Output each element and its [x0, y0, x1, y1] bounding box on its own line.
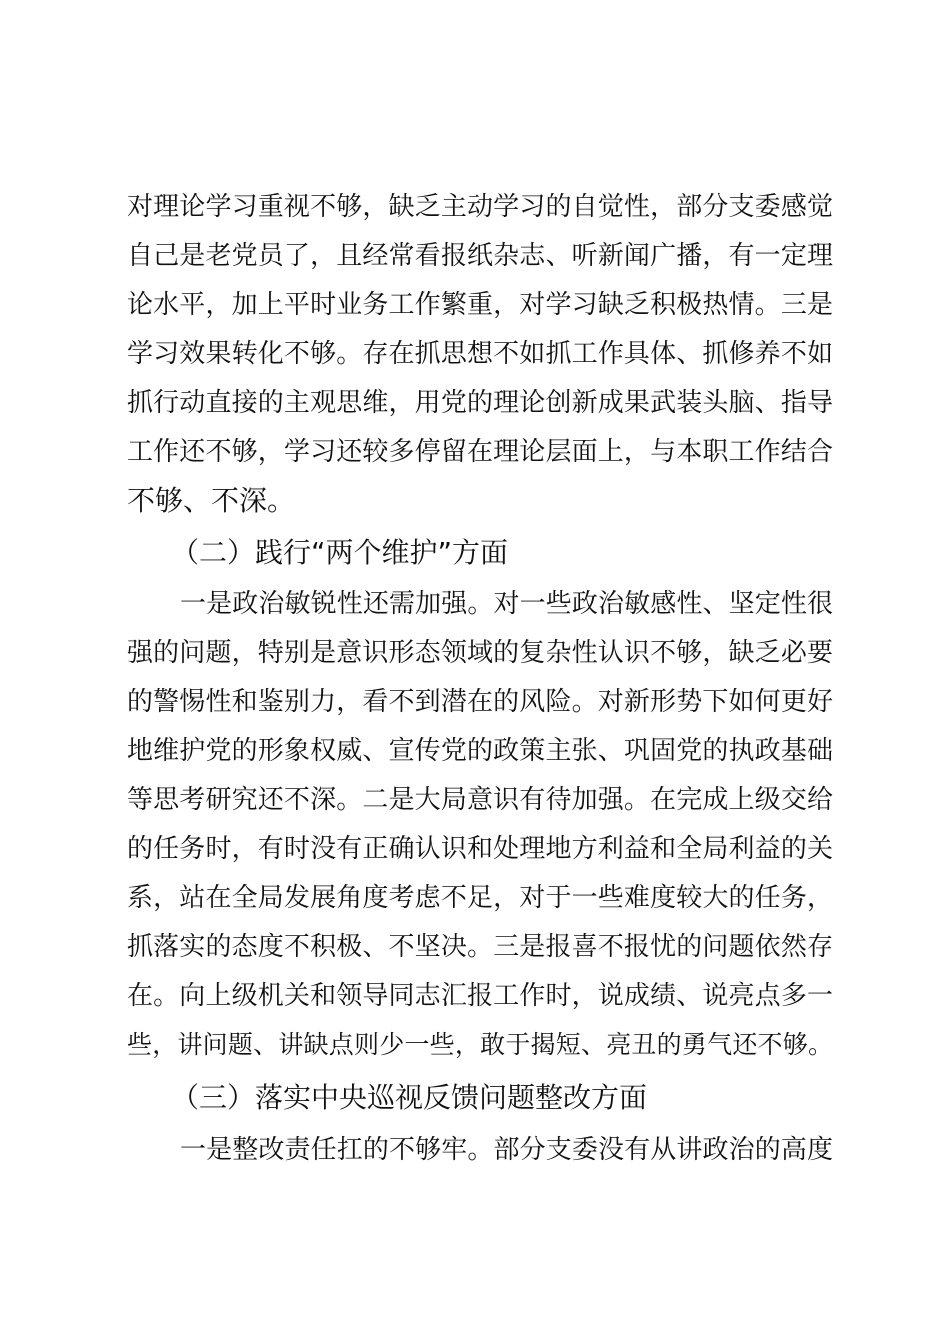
body-text-line: 一是政治敏锐性还需加强。对一些政治敏感性、坚定性很	[180, 589, 833, 619]
body-text-line: 的任务时，有时没有正确认识和处理地方利益和全局利益的关	[127, 834, 833, 864]
body-text-line: 自己是老党员了，且经常看报纸杂志、听新闻广播，有一定理	[127, 241, 833, 271]
body-text-line: 一是整改责任扛的不够牢。部分支委没有从讲政治的高度	[180, 1135, 833, 1165]
section-heading: （二）践行“两个维护”方面	[171, 536, 509, 569]
body-text-line: 的警惕性和鉴别力，看不到潜在的风险。对新形势下如何更好	[127, 687, 833, 717]
body-text-line: 抓行动直接的主观思维，用党的理论创新成果武装头脑、指导	[127, 388, 833, 418]
body-text-line: 抓落实的态度不积极、不坚决。三是报喜不报忧的问题依然存	[127, 932, 833, 962]
body-text-line: 论水平，加上平时业务工作繁重，对学习缺乏积极热情。三是	[127, 290, 833, 320]
body-text-line: 强的问题，特别是意识形态领域的复杂性认识不够，缺乏必要	[127, 638, 833, 668]
body-text-line: 在。向上级机关和领导同志汇报工作时，说成绩、说亮点多一	[127, 981, 833, 1011]
body-text-line: 不够、不深。	[127, 484, 296, 517]
body-text-line: 学习效果转化不够。存在抓思想不如抓工作具体、抓修养不如	[127, 339, 833, 369]
body-text-line: 些，讲问题、讲缺点则少一些，敢于揭短、亮丑的勇气还不够。	[127, 1030, 833, 1059]
body-text-line: 等思考研究还不深。二是大局意识有待加强。在完成上级交给	[127, 785, 833, 815]
body-text-line: 对理论学习重视不够，缺乏主动学习的自觉性，部分支委感觉	[127, 192, 833, 222]
body-text-line: 工作还不够，学习还较多停留在理论层面上，与本职工作结合	[127, 437, 833, 467]
body-text-line: 地维护党的形象权威、宣传党的政策主张、巩固党的执政基础	[127, 736, 833, 766]
body-text-line: 系，站在全局发展角度考虑不足，对于一些难度较大的任务，	[127, 883, 833, 913]
section-heading: （三）落实中央巡视反馈问题整改方面	[171, 1081, 648, 1114]
